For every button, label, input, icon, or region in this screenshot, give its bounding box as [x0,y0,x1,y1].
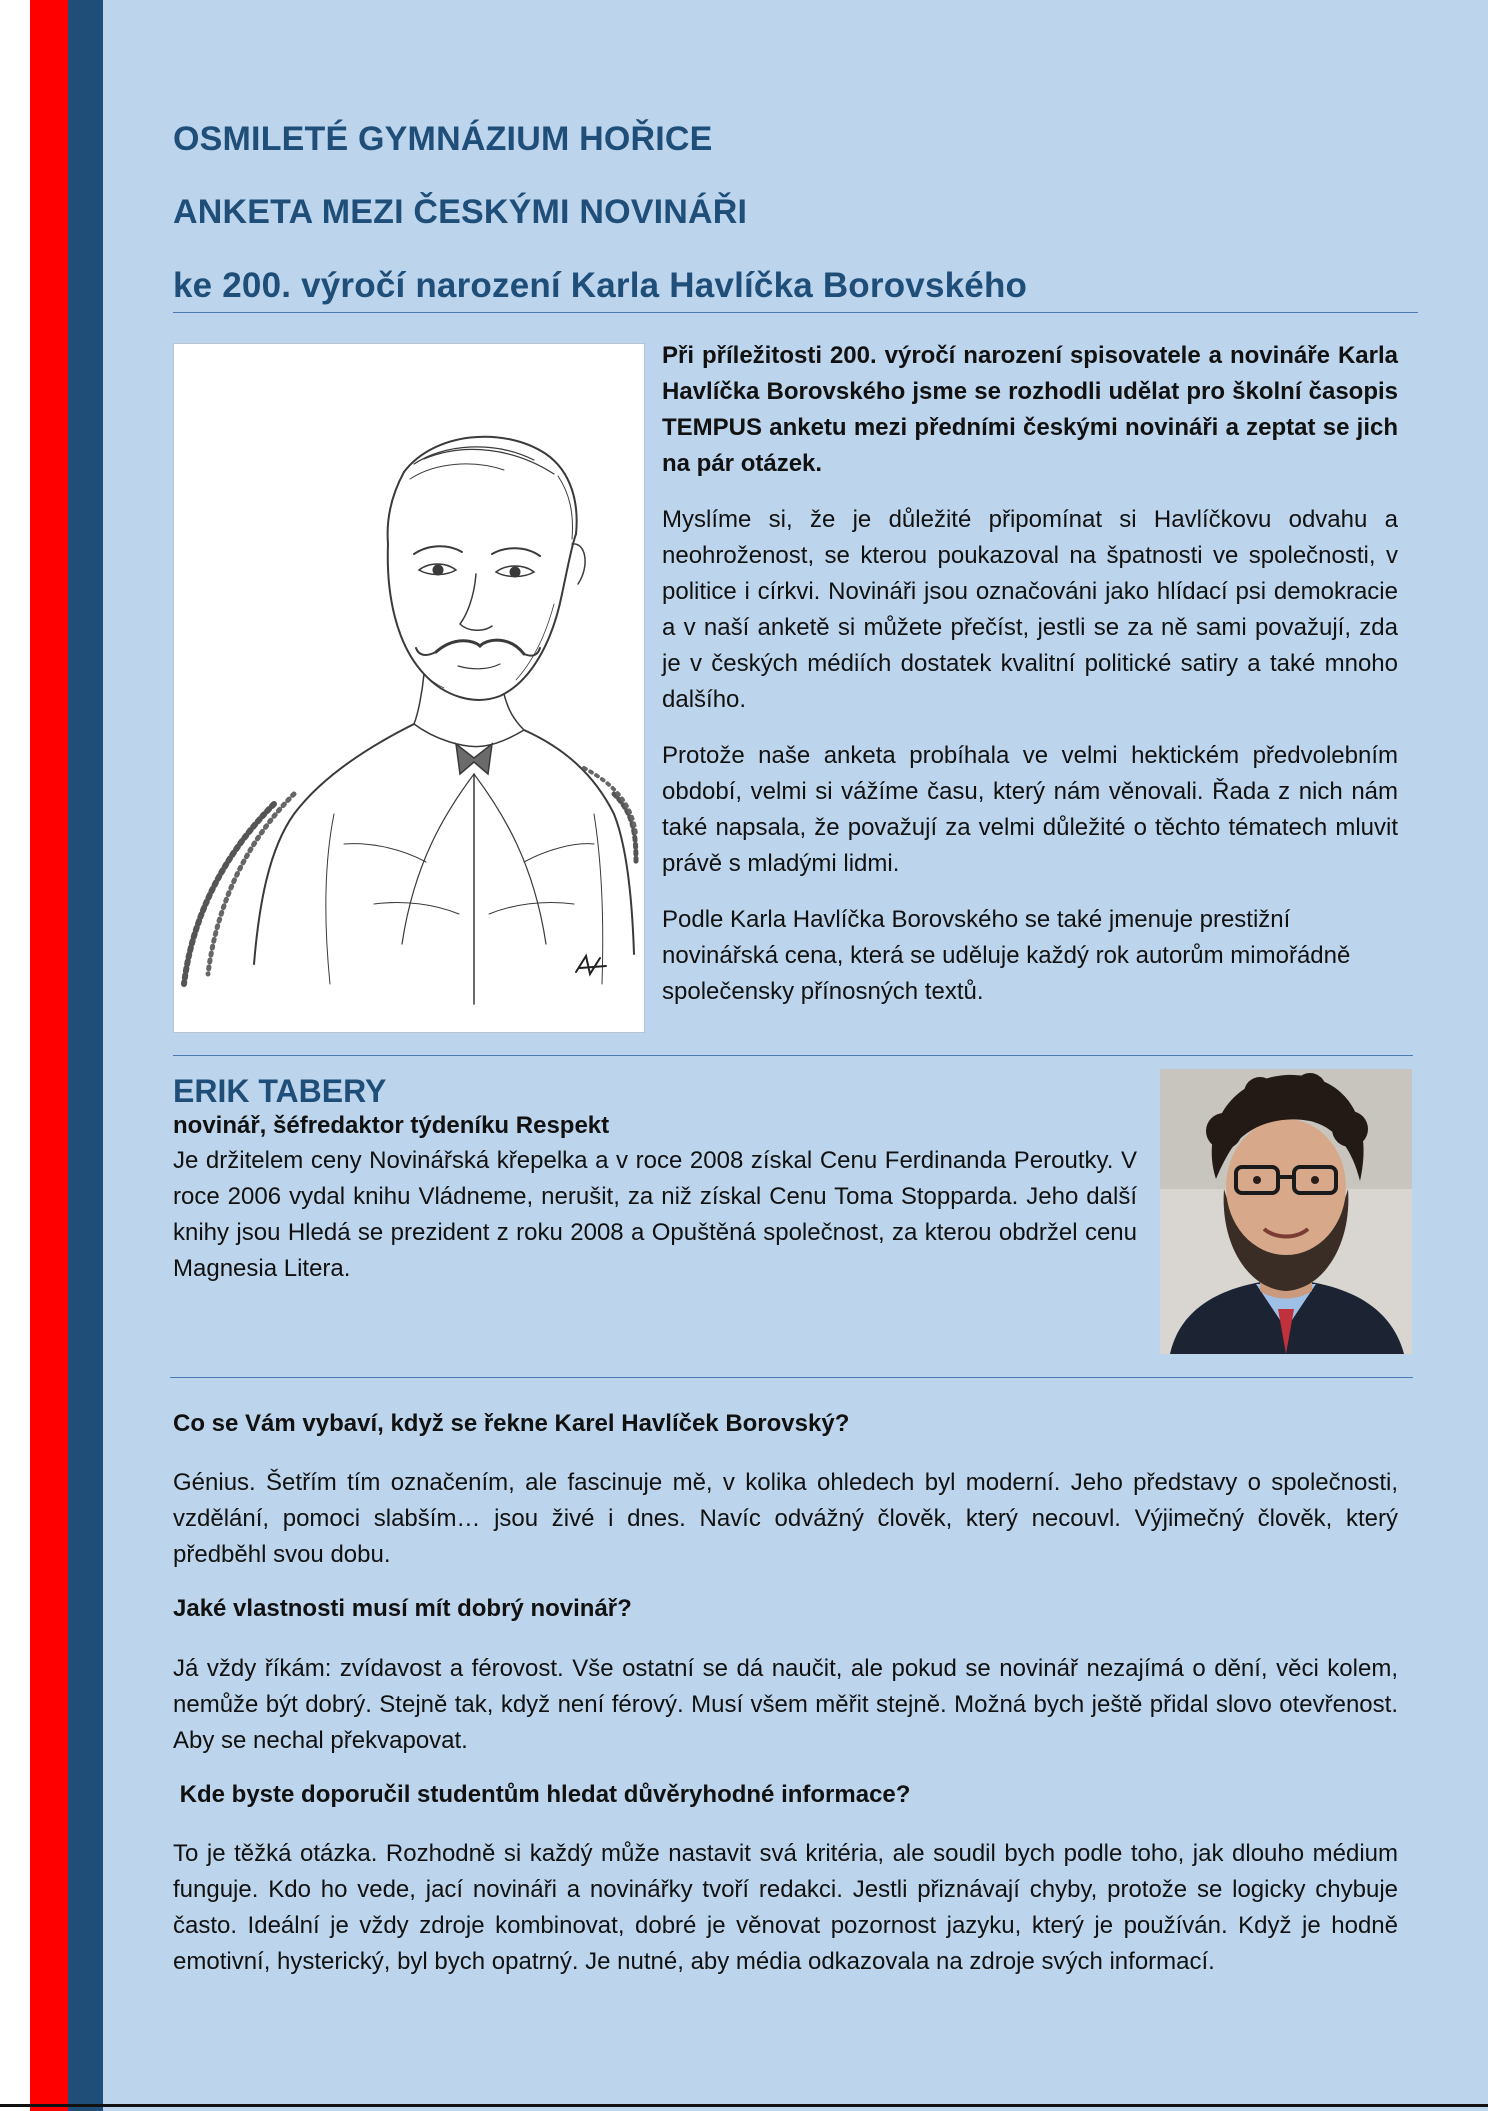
decorative-stripe-red [30,0,68,2111]
section-divider-top [173,1055,1413,1056]
intro-paragraph-3: Podle Karla Havlíčka Borovského se také jmenuje prestižní novinářská cena, která se uděluje každý rok autorům mimořádně společensky přínosných textů. [662,906,1351,1005]
survey-title-heading: ANKETA MEZI ČESKÝMI NOVINÁŘI [173,193,748,231]
intro-lead-paragraph: Při příležitosti 200. výročí narození spisovatele a novináře Karla Havlíčka Borovského jsme se rozhodli udělat pro školní časopis TEMPUS anketu mezi předními českými novináři a zeptat se jich na pár otázek. [662,342,1398,477]
decorative-stripe-blue [68,0,103,2111]
portrait-drawing [174,344,644,1032]
anniversary-subtitle-heading: ke 200. výročí narození Karla Havlíčka Borovského [173,266,1028,305]
header-divider [173,312,1418,313]
left-margin-white [0,0,30,2111]
intro-paragraph-1: Myslíme si, že je důležité připomínat si Havlíčkovu odvahu a neohroženost, se kterou poukazoval na špatnosti ve společnosti, v politice i církvi. Novináři jsou označováni jako hlídací psi demokracie a v naší anketě si můžete přečíst, jestli se za ně sami považují, zda je v českých médiích dostatek kvalitní politické satiry a také mnoho dalšího. [662,506,1398,713]
section-divider-bottom [170,1377,1413,1378]
interviewee-bio: Je držitelem ceny Novinářská křepelka a v roce 2008 získal Cenu Ferdinanda Peroutky. V roce 2006 vydal knihu Vládneme, nerušit, za niž získal Cenu Toma Stopparda. Jeho další knihy jsou Hledá se prezident z roku 2008 a Opuštěná společnost, za kterou obdržel cenu Magnesia Litera. [173,1147,1137,1282]
interviewee-name: ERIK TABERY [173,1073,387,1109]
interviewee-photo [1160,1069,1412,1354]
answer-3: To je těžká otázka. Rozhodně si každý může nastavit svá kritéria, ale soudil bych podle toho, jak dlouho médium funguje. Kdo ho vede, jací novináři a novinářky tvoří redakci. Jestli přiznávají chyby, protože se logicky chybuje často. Ideální je vždy zdroje kombinovat, dobré je věnovat pozornost jazyku, který je používán. Když je hodně emotivní, hysterický, byl bych opatrný. Je nutné, aby média odkazovala na zdroje svých informací. [173,1840,1398,1975]
intro-paragraph-2: Protože naše anketa probíhala ve velmi hektickém předvolebním období, velmi si vážíme času, který nám věnovali. Řada z nich nám také napsala, že považují za velmi důležité o těchto tématech mluvit právě s mladými lidmi. [662,742,1398,877]
question-3: Kde byste doporučil studentům hledat důvěryhodné informace? [173,1781,911,1808]
question-2: Jaké vlastnosti musí mít dobrý novinář? [173,1595,632,1622]
answer-1: Génius. Šetřím tím označením, ale fascinuje mě, v kolika ohledech byl moderní. Jeho představy o společnosti, vzdělání, pomoci slabším… jsou živé i dnes. Navíc odvážný člověk, který necouvl. Výjimečný člověk, který předběhl svou dobu. [173,1469,1398,1568]
page-bottom-border [0,2104,1488,2107]
interviewee-photo-drawing [1160,1069,1412,1354]
question-1: Co se Vám vybaví, když se řekne Karel Havlíček Borovský? [173,1410,850,1437]
answer-2: Já vždy říkám: zvídavost a férovost. Vše ostatní se dá naučit, ale pokud se novinář nezajímá o dění, věci kolem, nemůže být dobrý. Stejně tak, když není férový. Musí všem měřit stejně. Možná bych ještě přidal slovo otevřenost. Aby se nechal překvapovat. [173,1655,1398,1754]
havlicek-portrait-sketch [173,343,645,1033]
school-name-heading: OSMILETÉ GYMNÁZIUM HOŘICE [173,120,713,158]
interviewee-role: novinář, šéfredaktor týdeníku Respekt [173,1112,610,1139]
